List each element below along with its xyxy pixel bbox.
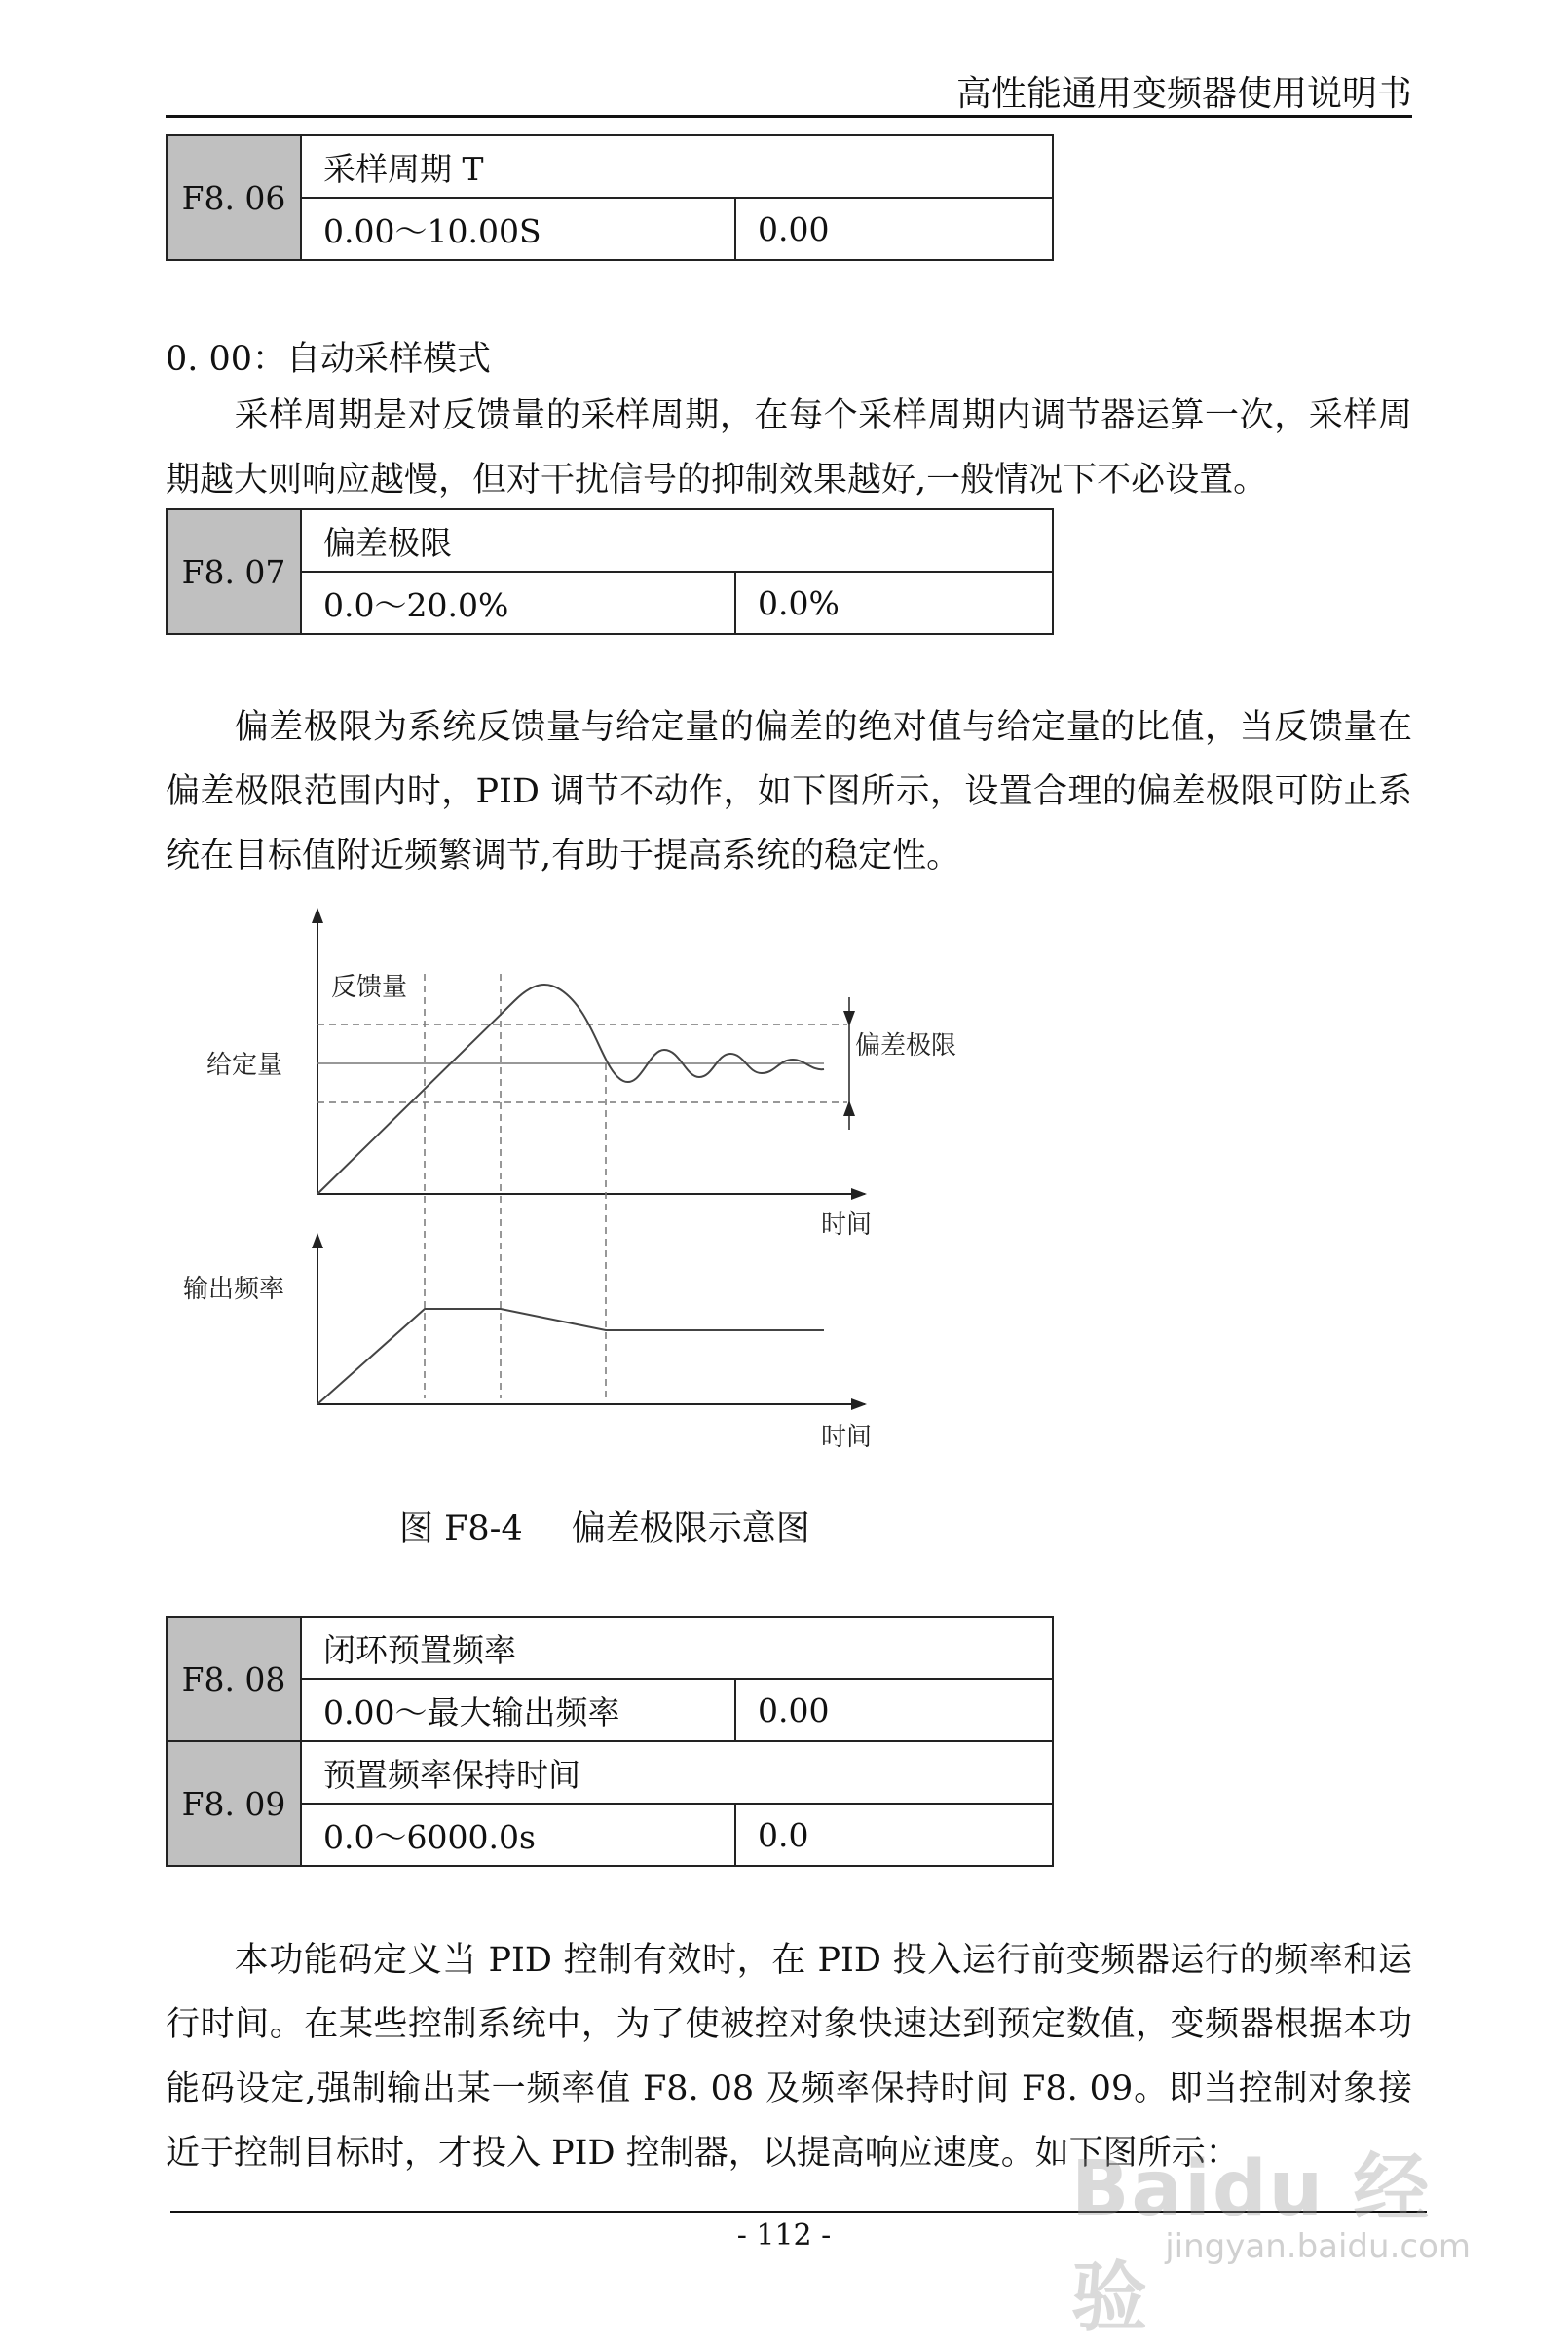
setpoint-label: 给定量 xyxy=(206,1051,283,1080)
param-code: F8. 07 xyxy=(167,509,301,634)
deviation-desc-paragraph xyxy=(166,695,1412,888)
top-time-label: 时间 xyxy=(821,1210,873,1240)
param-code: F8. 08 xyxy=(167,1617,301,1741)
param-default: 0.0 xyxy=(735,1804,1053,1866)
param-name: 闭环预置频率 xyxy=(301,1617,1053,1679)
sample-desc-text: 采样周期是对反馈量的采样周期，在每个采样周期内调节器运算一次，采样周期越大则响应越慢，但对干扰信号的抑制效果越好,一般情况下不必设置。 xyxy=(166,396,1412,500)
param-code: F8. 09 xyxy=(167,1741,301,1866)
header-title: 高性能通用变频器使用说明书 xyxy=(955,74,1412,114)
param-default: 0.00 xyxy=(735,1679,1053,1741)
output-frequency-curve xyxy=(317,1309,824,1404)
sample-mode-text: 0. 00：自动采样模式 xyxy=(166,340,492,379)
param-range: 0.00～最大输出频率 xyxy=(301,1679,735,1741)
watermark-logo-text: Baidu 经验 xyxy=(1071,2145,1432,2342)
page-number: - 112 - xyxy=(736,2218,832,2253)
preset-desc-text: 本功能码定义当 PID 控制有效时，在 PID 投入运行前变频器运行的频率和运行时间。在某些控制系统中，为了使被控对象快速达到预定数值，变频器根据本功能码设定,强制输出某一频率值 F8. 08 及频率保持时间 F8. 09。即当控制对象接近于控制目标时，才投入 PID 控制器，以提高响应速度。如下图所示： xyxy=(166,1941,1412,2173)
deviation-desc-text: 偏差极限为系统反馈量与给定量的偏差的绝对值与给定量的比值，当反馈量在偏差极限范围内时，PID 调节不动作，如下图所示，设置合理的偏差极限可防止系统在目标值附近频繁调节,有助于提高系统的稳定性。 xyxy=(166,708,1412,875)
param-table-f8-08-09 xyxy=(166,1616,1054,1867)
feedback-curve xyxy=(317,985,824,1194)
figure-title: 偏差极限示意图 xyxy=(571,1509,810,1548)
deviation-label: 偏差极限 xyxy=(855,1031,957,1061)
param-default: 0.0% xyxy=(735,572,1053,634)
param-default: 0.00 xyxy=(735,198,1053,260)
param-name: 偏差极限 xyxy=(301,509,1053,572)
deviation-limit-diagram xyxy=(166,886,1023,1471)
param-range: 0.0～20.0% xyxy=(301,572,735,634)
param-range: 0.00～10.00S xyxy=(301,198,735,260)
header-rule xyxy=(166,115,1412,118)
param-range: 0.0～6000.0s xyxy=(301,1804,735,1866)
output-frequency-label: 输出频率 xyxy=(183,1275,285,1304)
param-table-f8-07 xyxy=(166,508,1054,635)
param-table-f8-06 xyxy=(166,134,1054,261)
feedback-label: 反馈量 xyxy=(331,973,408,1002)
param-code: F8. 06 xyxy=(167,135,301,260)
watermark-url: jingyan.baidu.com xyxy=(1165,2227,1471,2266)
figure-caption xyxy=(399,1502,810,1550)
param-name: 采样周期 T xyxy=(301,135,1053,198)
baidu-watermark xyxy=(1071,2118,1480,2342)
param-name: 预置频率保持时间 xyxy=(301,1741,1053,1804)
bottom-time-label: 时间 xyxy=(821,1423,873,1452)
sample-desc-paragraph xyxy=(166,384,1412,512)
figure-number: 图 F8-4 xyxy=(399,1509,523,1548)
